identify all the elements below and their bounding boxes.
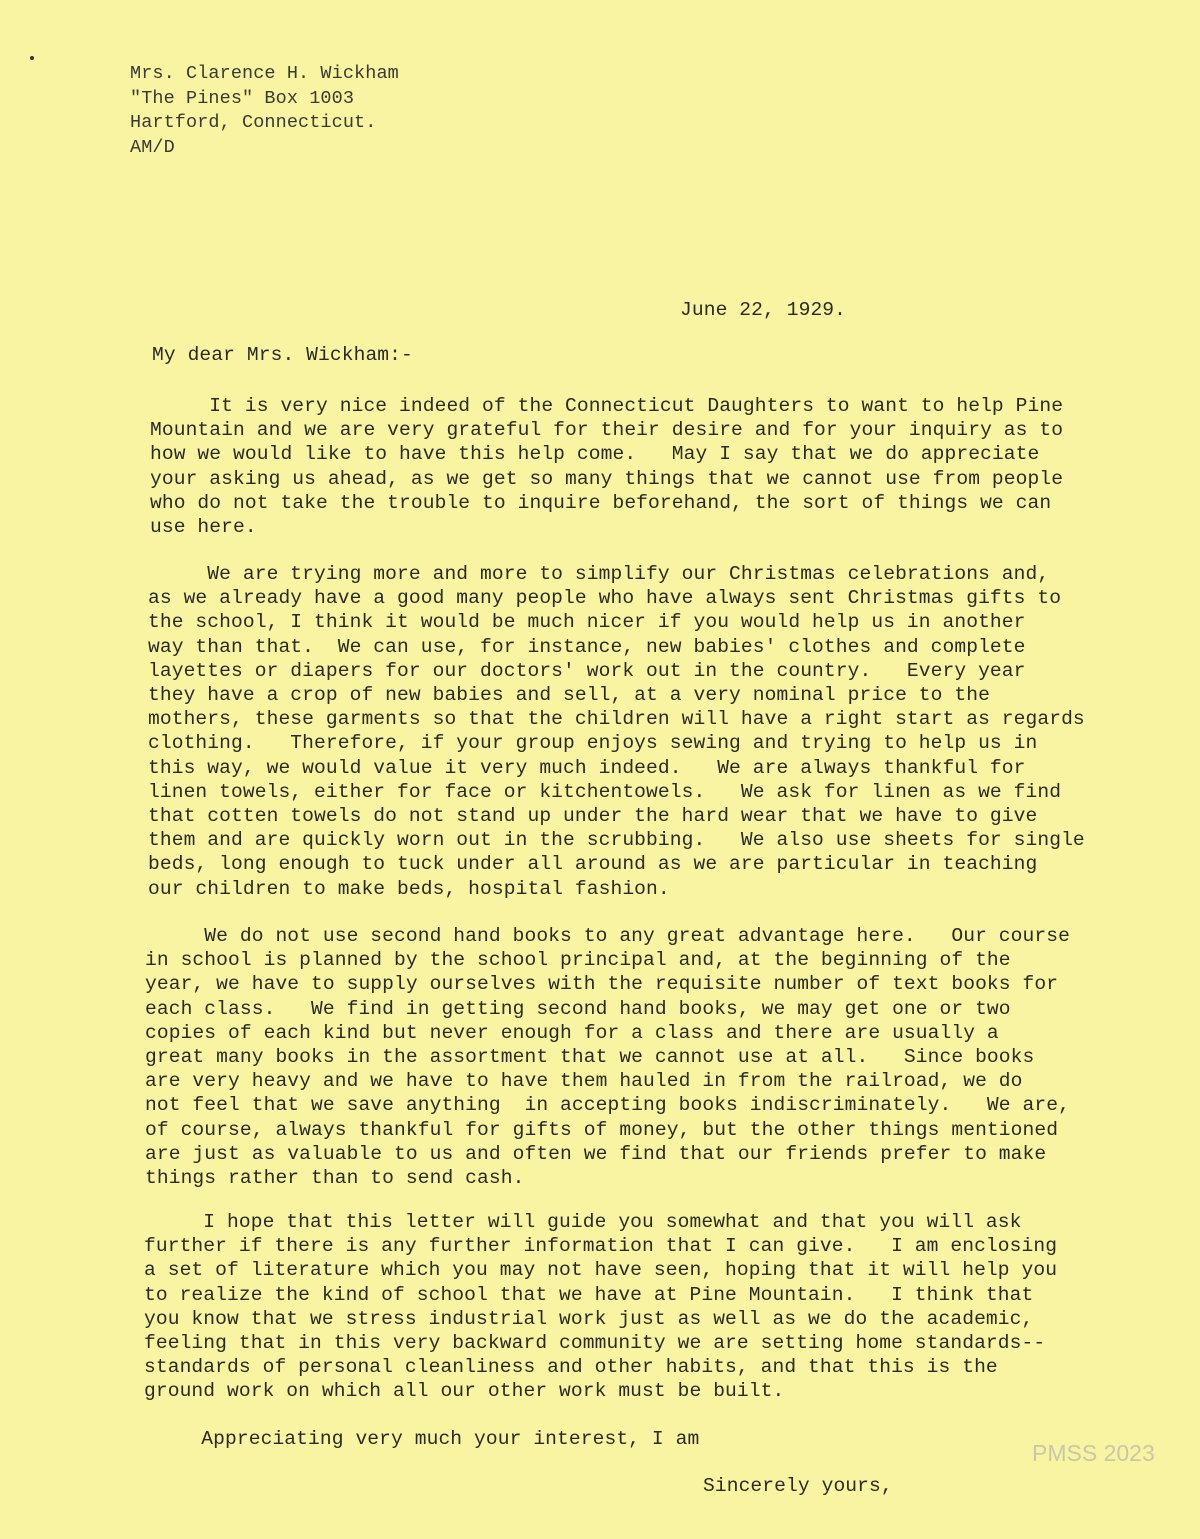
archive-watermark: PMSS 2023: [1032, 1440, 1155, 1466]
recipient-address: Mrs. Clarence H. Wickham "The Pines" Box 1003 Hartford, Connecticut. AM/D: [130, 63, 399, 158]
salutation: My dear Mrs. Wickham:-: [152, 344, 413, 366]
paper-speck: [30, 56, 34, 60]
body-paragraph-4: I hope that this letter will guide you somewhat and that you will ask further if there is any further information that I can give. I am enclosing a set of literature which you may not have seen, hoping that it will help you to realize the kind of school that we have at Pine Mountain. I think that you know that we stress industrial work just as well as we do the academic, feeling that in this very backward community we are setting home standards-- standards of personal cleanliness and other habits, and that this is the ground work on which all our other work must be built.: [144, 1211, 1058, 1403]
signoff: Sincerely yours,: [703, 1475, 893, 1497]
body-paragraph-2: We are trying more and more to simplify our Christmas celebrations and, as we already have a good many people who have always sent Christmas gifts to the school, I think it would be much nicer if you would help us in another way than that. We can use, for instance, new babies' clothes and complete layettes or diapers for our doctors' work out in the country. Every year they have a crop of new babies and sell, at a very nominal price to the mothers, these garments so that the children will have a right start as regards clothing. Therefore, if your group enjoys sewing and trying to help us in this way, we would value it very much indeed. We are always thankful for linen towels, either for face or kitchentowels. We ask for linen as we find that cotten towels do not stand up under the hard wear that we have to give them and are quickly worn out in the scrubbing. We also use sheets for single beds, long enough to tuck under all around as we are particular in teaching our children to make beds, hospital fashion.: [148, 563, 1085, 900]
body-paragraph-1: It is very nice indeed of the Connecticut Daughters to want to help Pine Mountain and we are very grateful for their desire and for your inquiry as to how we would like to have this help come. May I say that we do appreciate your asking us ahead, as we get so many things that we cannot use from people who do not take the trouble to inquire beforehand, the sort of things we can use here.: [150, 395, 1064, 539]
closing-line: Appreciating very much your interest, I am: [142, 1428, 700, 1450]
body-paragraph-3: We do not use second hand books to any great advantage here. Our course in school is planned by the school principal and, at the beginning of the year, we have to supply ourselves with the requisite number of text books for each class. We find in getting second hand books, we may get one or two copies of each kind but never enough for a class and there are usually a great many books in the assortment that we cannot use at all. Since books are very heavy and we have to have them hauled in from the railroad, we do not feel that we save anything in accepting books indiscriminately. We are, of course, always thankful for gifts of money, but the other things mentioned are just as valuable to us and often we find that our friends prefer to make things rather than to send cash.: [145, 925, 1070, 1190]
letter-date: June 22, 1929.: [680, 299, 847, 321]
